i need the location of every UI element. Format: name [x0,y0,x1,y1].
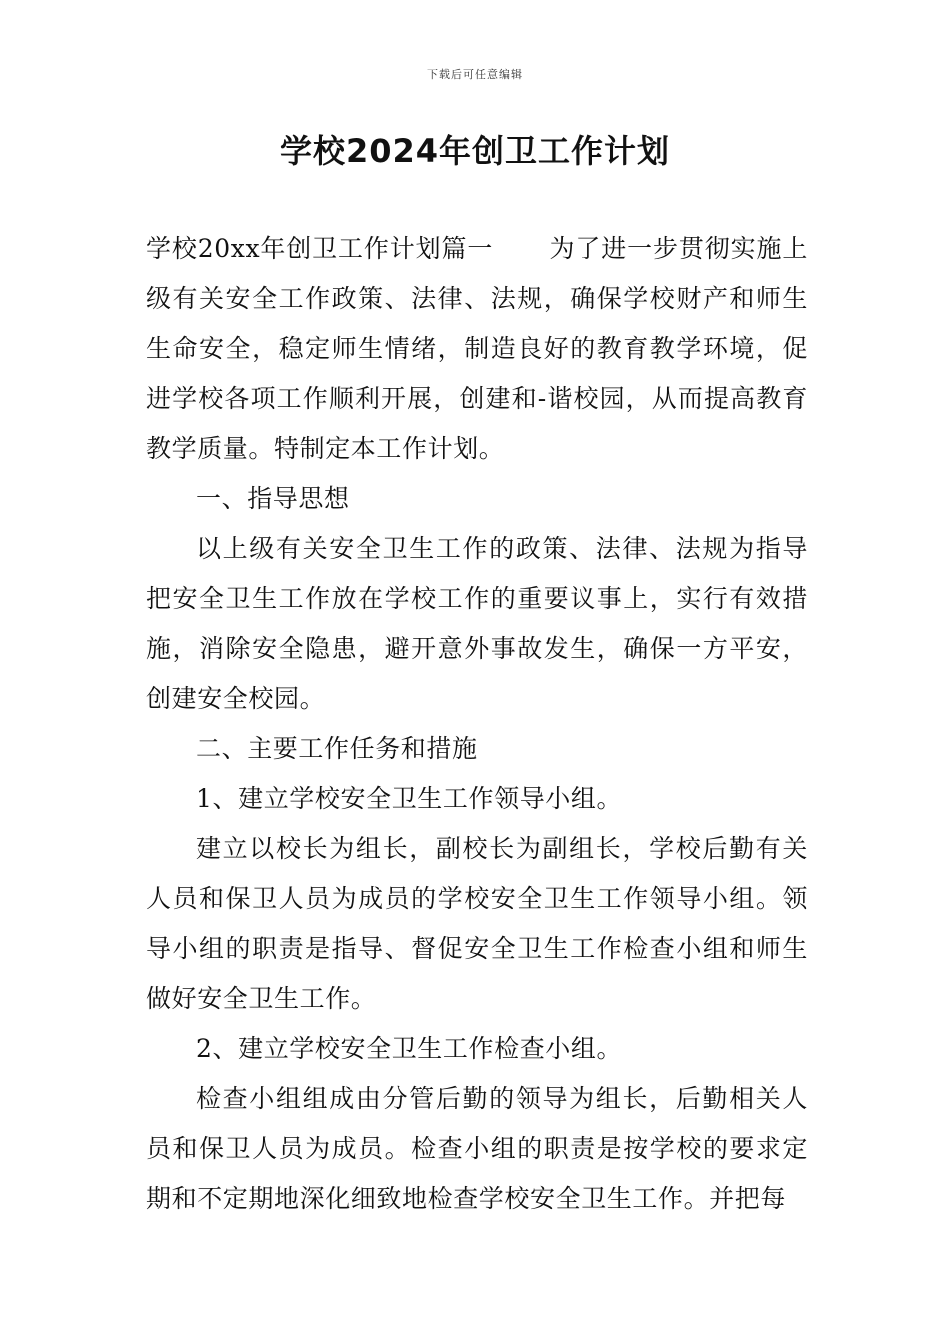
paragraph-guiding-ideology: 以上级有关安全卫生工作的政策、法律、法规为指导把安全卫生工作放在学校工作的重要议事上，实行有效措施，消除安全隐患，避开意外事故发生，确保一方平安，创建安全校园。 [146,534,808,713]
subheading-leadership-group: 1、建立学校安全卫生工作领导小组。 [196,784,623,813]
section-heading-guiding-ideology: 一、指导思想 [196,484,350,513]
header-note: 下载后可任意编辑 [427,68,523,81]
paragraph-inspection-group: 检查小组组成由分管后勤的领导为组长，后勤相关人员和保卫人员为成员。检查小组的职责是按学校的要求定期和不定期地深化细致地检查学校安全卫生工作。并把每 [146,1084,808,1213]
document-body [146,224,808,1224]
section-heading-main-tasks: 二、主要工作任务和措施 [196,734,478,763]
subheading-inspection-group: 2、建立学校安全卫生工作检查小组。 [196,1034,623,1063]
paragraph-leadership-group: 建立以校长为组长，副校长为副组长，学校后勤有关人员和保卫人员为成员的学校安全卫生工作领导小组。领导小组的职责是指导、督促安全卫生工作检查小组和师生做好安全卫生工作。 [146,834,808,1013]
intro-lead: 学校20xx年创卫工作计划篇一 [146,234,494,263]
page-title: 学校2024年创卫工作计划 [279,132,671,170]
intro-paragraph [146,224,808,474]
intro-text: 为了进一步贯彻实施上级有关安全工作政策、法律、法规，确保学校财产和师生生命安全，稳定师生情绪，制造良好的教育教学环境，促进学校各项工作顺利开展，创建和-谐校园，从而提高教育教学质量。特制定本工作计划。 [146,234,808,463]
